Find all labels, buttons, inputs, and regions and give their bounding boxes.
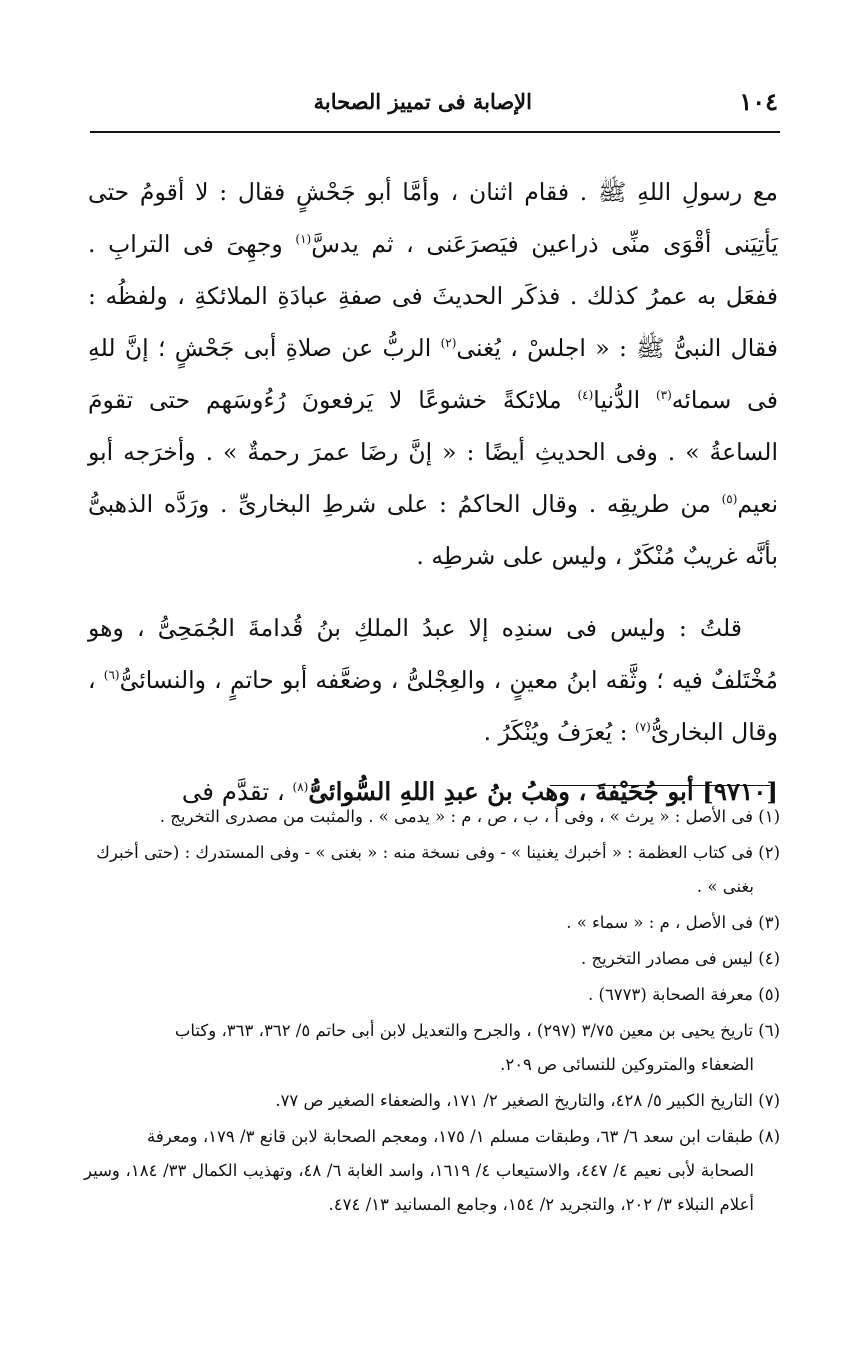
footnote-text: تاريخ يحيى بن معين ٣/٧٥ (٢٩٧) ، والجرح والتعديل لابن أبى حاتم ٥/ ٣٦٢، ٣٦٣، وكتاب xyxy=(174,1021,753,1040)
page-number: ١٠٤ xyxy=(739,87,778,116)
text-run: وجهِىَ فى الترابِ . ففعَل به عمرُ كذلك . فذكَر الحديثَ فى صفةِ عبادَةِ الملائكةِ ، ولفظُه : فقال النبىُّ ﷺ : « اجلسْ ، يُغنى xyxy=(88,230,778,362)
footnote-text: فى الأصل : « يرث » ، وفى أ ، ب ، ص ، م : « يدمى » . والمثبت من مصدرى التخريج . xyxy=(159,807,753,826)
footnote-ref-2[interactable]: (٢) xyxy=(440,336,457,351)
footnote-number: (٤) xyxy=(758,949,780,968)
footnote-ref-1[interactable]: (١) xyxy=(295,232,312,247)
footnote-5 xyxy=(84,978,780,1012)
footnote-continuation: الضعفاء والمتروكين للنسائى ص ٢٠٩. xyxy=(500,1055,754,1074)
footnote-text: معرفة الصحابة (٦٧٧٣) . xyxy=(588,985,753,1004)
text-run: ، وقال البخارىُّ xyxy=(88,666,778,746)
footnote-ref-3[interactable]: (٣) xyxy=(655,388,672,403)
footnote-2 xyxy=(84,836,780,904)
footnote-continuation: الصحابة لأبى نعيم ٤/ ٤٤٧، والاستيعاب ٤/ ١٦١٩، واسد الغابة ٦/ ٤٨، وتهذيب الكمال ٣٣/ ١٨٤، وسير أعلام النبلاء ٣/ ٢٠٢، والتجريد ٢/ ١٥٤، وجامع المسانيد ١٣/ ٤٧٤. xyxy=(84,1161,754,1214)
footnote-ref-5[interactable]: (٥) xyxy=(721,492,738,507)
footnote-continuation: بغنى » . xyxy=(696,877,754,896)
entry-title: [٩٧١٠] أبو جُحَيْفةَ ، وهبُ بنُ عبدِ اللهِ السُّوائىُّ xyxy=(308,777,778,806)
footnote-number: (٦) xyxy=(758,1021,780,1040)
entry-tail: ، تقدَّم فى xyxy=(181,777,293,806)
text-run: الربُّ عن صلاةِ أبى جَحْشٍ ؛ إنَّ للهِ فى سمائه xyxy=(88,334,778,414)
footnote-text: فى كتاب العظمة : « أخبرك يغنينا » - وفى نسخة منه : « بغنى » - وفى المستدرك : (حتى أخبرك xyxy=(96,843,753,862)
page-header xyxy=(88,86,778,126)
footnote-number: (٢) xyxy=(758,843,780,862)
footnote-number: (١) xyxy=(758,807,780,826)
footnote-number: (٧) xyxy=(758,1091,780,1110)
running-title: الإصابة فى تمييز الصحابة xyxy=(313,89,532,114)
footnote-text: فى الأصل ، م : « سماء » . xyxy=(566,913,753,932)
footnotes xyxy=(84,800,780,1224)
footnote-text: ليس فى مصادر التخريج . xyxy=(581,949,753,968)
text-run: : يُعرَفُ ويُنْكَرُ . xyxy=(483,718,636,746)
paragraph-2 xyxy=(88,602,778,758)
footnote-ref-6[interactable]: (٦) xyxy=(103,668,120,683)
footnote-text: طبقات ابن سعد ٦/ ٦٣، وطبقات مسلم ١/ ١٧٥، ومعجم الصحابة لابن قانع ٣/ ١٧٩، ومعرفة xyxy=(146,1127,753,1146)
footnote-8 xyxy=(84,1120,780,1222)
footnote-6 xyxy=(84,1014,780,1082)
footnote-1 xyxy=(84,800,780,834)
text-run: ملائكةً خشوعًا لا يَرفعونَ رُءُوسَهم حتى تقومَ الساعةُ » . وفى الحديثِ أيضًا : « إنَّ رضَا عمرَ رحمةٌ » . وأخرَجه أبو نعيم xyxy=(88,386,778,518)
footnote-separator xyxy=(550,785,770,786)
footnote-text: التاريخ الكبير ٥/ ٤٢٨، والتاريخ الصغير ٢/ ١٧١، والضعفاء الصغير ص ٧٧. xyxy=(275,1091,753,1110)
header-rule xyxy=(90,131,780,133)
footnote-ref-7[interactable]: (٧) xyxy=(635,720,651,735)
footnote-ref-4[interactable]: (٤) xyxy=(577,388,594,403)
footnote-number: (٣) xyxy=(758,913,780,932)
main-text xyxy=(88,166,778,818)
paragraph-1 xyxy=(88,166,778,582)
text-run: قلتُ : وليس فى سندِه إلا عبدُ الملكِ بنُ قُدامةَ الجُمَحِىُّ ، وهو مُخْتَلفٌ فيه ؛ وثَّقه ابنُ معينٍ ، والعِجْلىُّ ، وضعَّفه أبو حاتمٍ ، والنسائىُّ xyxy=(88,614,778,694)
footnote-7 xyxy=(84,1084,780,1118)
footnote-number: (٨) xyxy=(758,1127,780,1146)
text-run: مع رسولِ اللهِ ﷺ . فقام اثنان ، وأمَّا أبو جَحْشٍ فقال : لا أقومُ حتى يَأتِيَنى أقْوَى منِّى ذراعين فيَصرَعَنى ، ثم يدسَّ xyxy=(88,178,778,258)
footnote-number: (٥) xyxy=(758,985,780,1004)
footnote-4 xyxy=(84,942,780,976)
footnote-3 xyxy=(84,906,780,940)
footnote-ref-8[interactable]: (٨) xyxy=(292,779,309,794)
text-run: من طريقِه . وقال الحاكمُ : على شرطِ البخارىِّ . ورَدَّه الذهبىُّ بأنَّه غريبٌ مُنْكَرٌ ، وليس على شرطِه . xyxy=(88,490,778,570)
text-run: الدُّنيا xyxy=(593,386,656,414)
